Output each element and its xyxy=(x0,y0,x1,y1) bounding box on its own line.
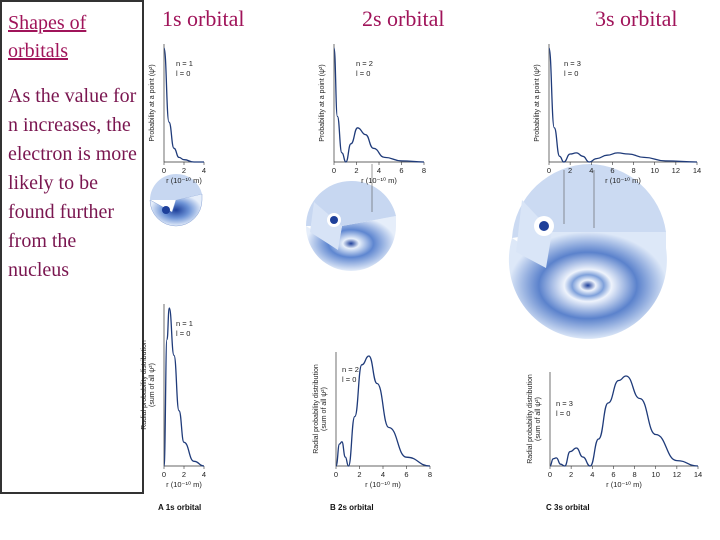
x-axis-label: r (10⁻¹⁰ m) xyxy=(606,480,642,489)
x-tick-label: 8 xyxy=(421,166,427,175)
header-2s: 2s orbital xyxy=(362,6,445,31)
caption-1s: A 1s orbital xyxy=(158,503,202,512)
x-tick-label: 2 xyxy=(354,166,359,175)
description-panel xyxy=(0,0,144,494)
x-tick-label: 2 xyxy=(181,470,187,479)
n-label-2s-top: n = 2 xyxy=(356,59,373,68)
x-tick-label: 12 xyxy=(672,470,682,479)
n-label-3s-bottom: n = 3 xyxy=(556,399,573,408)
orbital-figure xyxy=(141,36,720,516)
y-axis-label: Probability at a point (ψ²) xyxy=(319,64,326,142)
y-axis-label: Radial probability distribution xyxy=(527,374,534,464)
x-tick-label: 4 xyxy=(380,470,386,479)
y-axis-label-units: (sum of all ψ²) xyxy=(149,363,156,407)
x-tick-label: 6 xyxy=(610,166,615,175)
x-tick-label: 8 xyxy=(632,470,637,479)
x-tick-label: 0 xyxy=(546,166,552,175)
x-tick-label: 6 xyxy=(399,166,404,175)
n-label-1s-bottom: n = 1 xyxy=(176,319,193,328)
x-tick-label: 2 xyxy=(568,166,573,175)
x-axis-label: r (10⁻¹⁰ m) xyxy=(166,480,202,489)
y-axis-label: Probability at a point (ψ²) xyxy=(534,64,541,142)
x-tick-label: 2 xyxy=(569,470,574,479)
x-tick-label: 4 xyxy=(201,470,207,479)
x-axis-label: r (10⁻¹⁰ m) xyxy=(361,176,397,185)
l-label-3s-top: l = 0 xyxy=(564,69,579,78)
caption-3s: C 3s orbital xyxy=(546,503,590,512)
y-axis-label: Radial probability distribution xyxy=(141,340,148,430)
sphere-2s-image xyxy=(306,181,396,271)
series-line xyxy=(334,48,424,162)
x-tick-label: 0 xyxy=(333,470,339,479)
x-tick-label: 0 xyxy=(161,470,167,479)
n-label-3s-top: n = 3 xyxy=(564,59,581,68)
x-axis-label: r (10⁻¹⁰ m) xyxy=(365,480,401,489)
x-tick-label: 14 xyxy=(692,166,702,175)
caption-2s: B 2s orbital xyxy=(330,503,374,512)
panel-title: Shapes of orbitals xyxy=(8,12,87,62)
x-tick-label: 6 xyxy=(611,470,616,479)
x-axis-label: r (10⁻¹⁰ m) xyxy=(605,176,641,185)
x-tick-label: 4 xyxy=(590,470,595,479)
y-axis-label-units: (sum of all ψ²) xyxy=(535,397,542,441)
x-tick-label: 0 xyxy=(547,470,553,479)
x-axis-label: r (10⁻¹⁰ m) xyxy=(166,176,202,185)
x-tick-label: 12 xyxy=(671,166,681,175)
x-tick-label: 0 xyxy=(161,166,167,175)
x-tick-label: 6 xyxy=(404,470,409,479)
panel-body: As the value for n increases, the electron is more likely to be found further from the nucleus xyxy=(8,85,137,281)
n-label-2s-bottom: n = 2 xyxy=(342,365,359,374)
header-3s: 3s orbital xyxy=(595,6,678,31)
x-tick-label: 8 xyxy=(631,166,636,175)
x-tick-label: 0 xyxy=(331,166,337,175)
y-axis-label: Probability at a point (ψ²) xyxy=(149,64,156,142)
l-label-2s-bottom: l = 0 xyxy=(342,375,357,384)
x-tick-label: 10 xyxy=(650,166,659,175)
n-label-1s-top: n = 1 xyxy=(176,59,193,68)
l-label-3s-bottom: l = 0 xyxy=(556,409,571,418)
l-label-1s-bottom: l = 0 xyxy=(176,329,191,338)
y-axis-label: Radial probability distribution xyxy=(313,364,320,454)
sphere-3s-image xyxy=(509,164,667,339)
x-tick-label: 4 xyxy=(589,166,594,175)
y-axis-label-units: (sum of all ψ²) xyxy=(321,387,328,431)
series-line xyxy=(550,376,698,466)
header-1s: 1s orbital xyxy=(162,6,245,31)
x-tick-label: 4 xyxy=(376,166,382,175)
x-tick-label: 10 xyxy=(651,470,660,479)
l-label-2s-top: l = 0 xyxy=(356,69,371,78)
x-tick-label: 2 xyxy=(357,470,362,479)
x-tick-label: 4 xyxy=(201,166,207,175)
l-label-1s-top: l = 0 xyxy=(176,69,191,78)
x-tick-label: 14 xyxy=(693,470,703,479)
x-tick-label: 2 xyxy=(181,166,187,175)
x-tick-label: 8 xyxy=(427,470,433,479)
